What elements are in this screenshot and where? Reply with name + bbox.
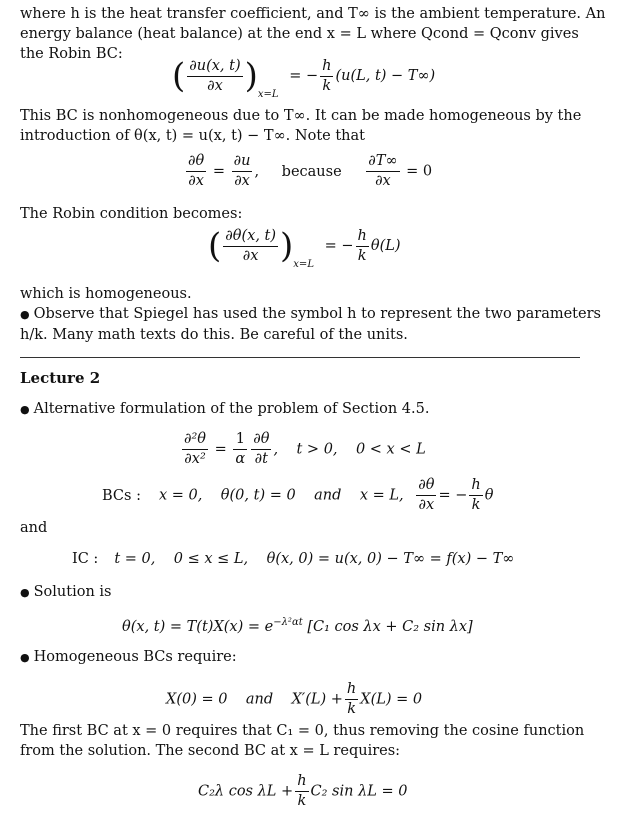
first-bc-line-1: The first BC at x = 0 requires that C₁ = 0, thus removing the cosine function (20, 723, 585, 739)
homog-text: which is homogeneous. (20, 286, 192, 302)
alt-text: Alternative formulation of the problem of Section 4.5. (33, 401, 430, 417)
nonhomog-line-1: This BC is nonhomogeneous due to T∞. It can be made homogeneous by the (20, 108, 582, 124)
final-part-1: C₂λ cos λL + (198, 783, 294, 800)
note-frac-2-den: ∂x (234, 173, 250, 189)
robin-bc-equation: ( $\frac{\partial u(x, t)}{\partial x}$ )$_{x=L}$ = − $\frac{h}{k}$ (u(L, t) − T∞) (172, 56, 436, 100)
ic-equation (72, 549, 514, 569)
alt-formulation (20, 399, 582, 420)
note-comma: , (254, 163, 260, 180)
final-frac-den: k (297, 793, 307, 809)
solution-post: [C₁ cos λx + C₂ sin λx] (302, 618, 473, 635)
note-frac-3-den: ∂x (375, 173, 391, 189)
intro-paragraph (20, 4, 606, 64)
first-bc-paragraph (20, 721, 585, 761)
observe-line-2: h/k. Many math texts do this. Be careful of the units. (20, 327, 408, 343)
bcs-part-1: x = 0, θ(0, t) = 0 and x = L, (158, 487, 404, 504)
x-bc-part-1: X(0) = 0 and X′(L) + (166, 691, 343, 708)
robin-rhs-den: k (322, 77, 332, 94)
ic-label: IC : (72, 551, 99, 567)
robin2-lhs-den: ∂x (242, 247, 259, 264)
bullet-icon: ● (20, 308, 30, 321)
final-tail: C₂ sin λL = 0 (310, 783, 408, 800)
pde-frac-1-den: ∂x² (184, 451, 206, 467)
robin2-rhs-tail: θ(L) (370, 238, 401, 254)
note-equation (184, 152, 432, 191)
bullet-icon: ● (20, 651, 30, 664)
robin2-rhs-num: h (356, 227, 369, 247)
bcs-mid: = − (438, 487, 468, 504)
note-tail: = 0 (406, 163, 433, 180)
robin-rhs-tail: (u(L, t) − T∞) (335, 68, 436, 84)
lecture-heading: Lecture 2 (20, 369, 101, 387)
robin-lhs-num: ∂u(x, t) (187, 57, 242, 77)
note-because: because (281, 163, 342, 180)
bcs-equation (102, 476, 493, 515)
note-frac-1-den: ∂x (188, 173, 204, 189)
robin2-lhs-num: ∂θ(x, t) (223, 227, 278, 247)
and-text: and (20, 520, 48, 536)
solution-pre: θ(x, t) = T(t)X(x) = e (122, 618, 274, 635)
robin2-rhs-prefix: = − (324, 238, 354, 254)
bcs-frac-2-num: h (469, 476, 482, 496)
homog-bcs-text: Homogeneous BCs require: (33, 649, 237, 665)
x-bc-tail: X(L) = 0 (360, 691, 423, 708)
ic-body: t = 0, 0 ≤ x ≤ L, θ(x, 0) = u(x, 0) − T∞ = f(x) − T∞ (114, 551, 515, 567)
bullet-icon: ● (20, 403, 30, 416)
pde-frac-2-den: α (235, 451, 246, 467)
robin-lhs-den: ∂x (207, 77, 223, 94)
bcs-frac-1-den: ∂x (418, 497, 435, 513)
robin-rhs-prefix: = − (289, 68, 319, 84)
solution-is (20, 582, 582, 603)
bullet-icon: ● (20, 586, 30, 599)
note-equals: = (212, 163, 225, 180)
solution-exponent: −λ²αt (273, 617, 303, 628)
bcs-frac-2-den: k (471, 497, 481, 513)
intro-line-2: energy balance (heat balance) at the end x = L where Qcond = Qconv gives (20, 26, 579, 42)
x-bc-frac-den: k (347, 701, 356, 717)
final-frac-num: h (295, 772, 308, 792)
pde-equals: = (214, 441, 227, 458)
x-bc-equation (166, 680, 422, 719)
pde-frac-2-num: 1 (233, 430, 247, 450)
first-bc-line-2: from the solution. The second BC at x = L requires: (20, 743, 401, 759)
solution-is-text: Solution is (33, 584, 112, 600)
note-frac-3-num: ∂T∞ (366, 152, 399, 172)
pde-frac-3-num: ∂θ (251, 430, 271, 450)
pde-tail: , t > 0, 0 < x < L (273, 441, 426, 458)
solution-equation (122, 613, 473, 637)
bcs-label: BCs : (102, 487, 141, 504)
x-bc-frac-num: h (345, 680, 358, 700)
robin2-rhs-den: k (357, 247, 367, 264)
section-divider (20, 357, 580, 358)
observe-text-1: Observe that Spiegel has used the symbol h to represent the two parameters (33, 306, 601, 322)
homog-paragraph (20, 284, 601, 345)
pde-frac-3-den: ∂t (254, 451, 268, 467)
note-frac-1-num: ∂θ (186, 152, 206, 172)
robin-rhs-num: h (320, 57, 333, 77)
pde-frac-1-num: ∂²θ (182, 430, 208, 450)
robin-sub: x=L (257, 89, 279, 100)
note-frac-2-num: ∂u (232, 152, 253, 172)
observe-line-1 (20, 304, 601, 325)
nonhomog-paragraph (20, 106, 582, 146)
nonhomog-line-2: introduction of θ(x, t) = u(x, t) − T∞. Note that (20, 128, 365, 144)
intro-line-1: where h is the heat transfer coefficient, and T∞ is the ambient temperature. An (20, 6, 606, 22)
robin-homog-equation: ( $\frac{\partial\theta(x, t)}{\partial x}$ )$_{x=L}$ = − $\frac{h}{k}$ θ(L) (208, 226, 401, 270)
final-equation (198, 772, 408, 811)
pde-equation (180, 430, 426, 469)
bcs-frac-1-num: ∂θ (416, 476, 436, 496)
bcs-tail: θ (484, 487, 494, 504)
homog-bcs (20, 647, 582, 668)
intro-line-3: the Robin BC: (20, 46, 123, 62)
robin-becomes-text: The Robin condition becomes: (20, 206, 243, 222)
robin2-sub: x=L (293, 259, 314, 270)
